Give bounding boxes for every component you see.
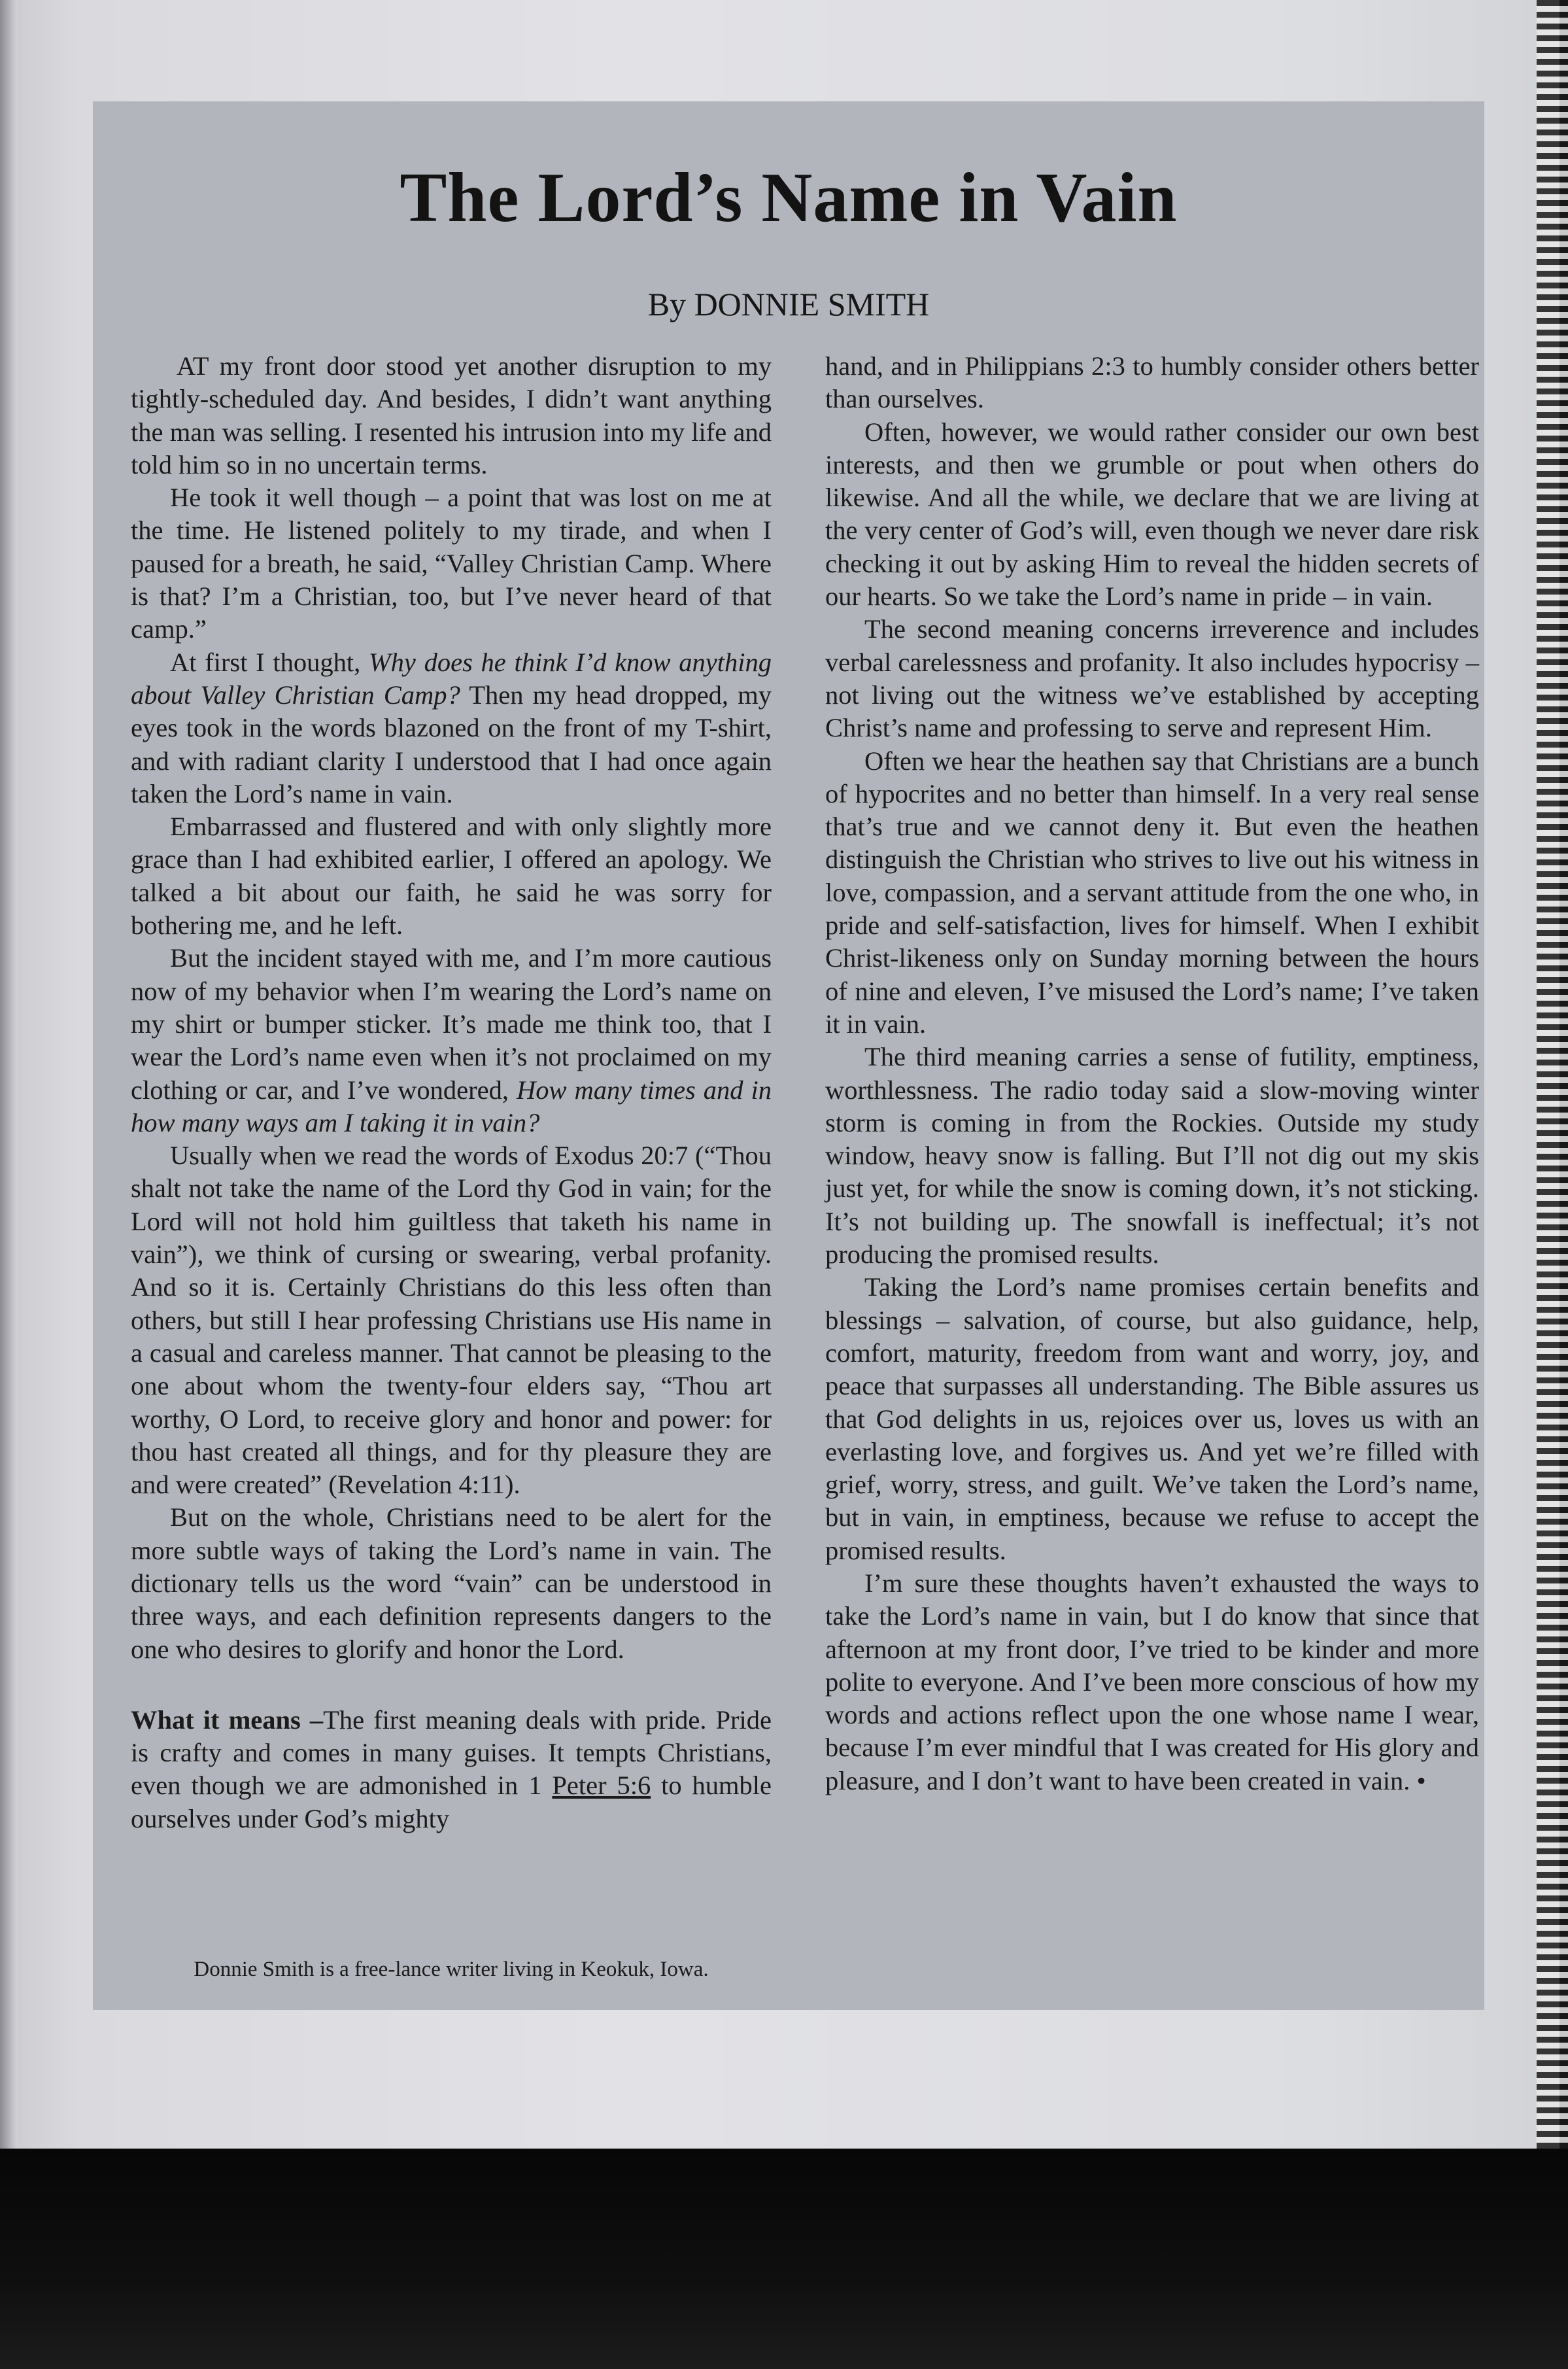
paragraph: Taking the Lord’s name promises certain benefits and blessings – salvation, of course, but also guidance, help, comfort, maturity, freedom from want and worry, joy, and peace that surpasses all understanding. The Bible assures us that God delights in us, rejoices over us, loves us with an everlasting love, and forgives us. And yet we’re filled with grief, worry, stress, and guilt. We’ve taken the Lord’s name, but in vain, in emptiness, because we refuse to accept the promised results.	[825, 1272, 1479, 1565]
italic-question: How many times and in how many ways am I taking it in vain?	[131, 1075, 772, 1137]
text-run: At first I thought,	[170, 647, 361, 677]
text-run: to humble ourselves under God’s mighty	[131, 1771, 772, 1833]
paragraph: Often, however, we would rather consider our own best interests, and then we grumble or pout when others do likewise. And all the while, we declare that we are living at the very center of God’s will, even though we never dare risk checking it out by asking Him to reveal the hidden secrets of our hearts. So we take the Lord’s name in pride – in vain.	[825, 417, 1479, 612]
paragraph: AT my front door stood yet another disruption to my tightly-scheduled day. And besides, I didn’t want anything the man was selling. I resented his intrusion into my life and told him so in no uncertain terms.	[131, 351, 772, 479]
page-edges	[1537, 0, 1568, 2149]
italic-thought: Why does he think I’d know anything about Valley Christian Camp?	[131, 647, 772, 710]
end-mark: •	[1416, 1765, 1426, 1795]
paragraph	[131, 646, 772, 810]
paragraph: Often we hear the heathen say that Christians are a bunch of hypocrites and no better than himself. In a very real sense that’s true and we cannot deny it. But even the heathen distinguish the Christian who strives to live out his witness in love, compassion, and a servant attitude from the one who, in pride and self-satisfaction, lives for himself. When I exhibit Christ-likeness only on Sunday morning between the hours of nine and eleven, I’ve misused the Lord’s name; I’ve taken it in vain.	[825, 746, 1479, 1039]
section-paragraph	[131, 1704, 772, 1835]
paragraph: Embarrassed and flustered and with only slightly more grace than I had exhibited earlier, I offered an apology. We talked a bit about our faith, he said he was sorry for bothering me, and he left.	[131, 812, 772, 941]
binding-shadow	[0, 0, 17, 2149]
dark-background	[0, 2149, 1568, 2369]
text-run: Then my head dropped, my eyes took in the words blazoned on the front of my T-shirt, and with radiant clarity I understood that I had once again taken the Lord’s name in vain.	[131, 680, 772, 808]
paragraph: Usually when we read the words of Exodus 20:7 (“Thou shalt not take the name of the Lord thy God in vain; for the Lord will not hold him guiltless that taketh his name in vain”), we think of cursing or swearing, verbal profanity. And so it is. Certainly Christians do this less often than others, but still I hear professing Christians use His name in a casual and careless manner. That cannot be pleasing to the one about whom the twenty-four elders say, “Thou art worthy, O Lord, to receive glory and honor and power: for thou hast created all things, and for thy pleasure they are and were created” (Revelation 4:11).	[131, 1141, 772, 1500]
paragraph: hand, and in Philippians 2:3 to humbly consider others better than ourselves.	[825, 351, 1479, 414]
paragraph	[825, 1567, 1479, 1797]
text-run: The first meaning deals with pride. Pride is crafty and comes in many guises. It tempts Christians, even though we are admonished in 1	[131, 1704, 772, 1801]
paragraph	[131, 942, 772, 1139]
paragraph: The second meaning concerns irreverence and includes verbal carelessness and profanity. It also includes hypocrisy – not living out the witness we’ve established by accepting Christ’s name and professing to serve and represent Him.	[825, 614, 1479, 743]
author-bio: Donnie Smith is a free-lance writer living in Keokuk, Iowa.	[194, 1958, 709, 1981]
paragraph: He took it well though – a point that was lost on me at the time. He listened politely to my tirade, and when I paused for a breath, he said, “Valley Christian Camp. Where is that? I’m a Christian, too, but I’ve never heard of that camp.”	[131, 483, 772, 644]
article-title: The Lord’s Name in Vain	[400, 159, 1178, 237]
left-column	[131, 350, 772, 1835]
right-column	[825, 350, 1479, 1797]
article-byline: By DONNIE SMITH	[647, 286, 930, 322]
text-run: But the incident stayed with me, and I’m more cautious now of my behavior when I’m wearing the Lord’s name on my shirt or bumper sticker. It’s made me think too, that I wear the Lord’s name even when it’s not proclaimed on my clothing or car, and I’ve wondered,	[131, 943, 772, 1105]
section-heading: What it means –	[131, 1704, 324, 1735]
scripture-reference: Peter 5:6	[552, 1771, 651, 1801]
paragraph: But on the whole, Christians need to be alert for the more subtle ways of taking the Lord’s name in vain. The dictionary tells us the word “vain” can be understood in three ways, and each definition represents dangers to the one who desires to glorify and honor the Lord.	[131, 1502, 772, 1664]
text-run: I’m sure these thoughts haven’t exhausted the ways to take the Lord’s name in vain, but I do know that since that afternoon at my front door, I’ve tried to be kinder and more polite to everyone. And I’ve been more conscious of how my words and actions reflect upon the one whose name I wear, because I’m ever mindful that I was created for His glory and pleasure, and I don’t want to have been created in vain.	[825, 1568, 1479, 1795]
paragraph: The third meaning carries a sense of futility, emptiness, worthlessness. The radio today said a slow-moving winter storm is coming in from the Rockies. Outside my study window, heavy snow is falling. But I’ll not dig out my skis just yet, for while the snow is coming down, it’s not sticking. It’s not building up. The snowfall is ineffectual; it’s not producing the promised results.	[825, 1042, 1479, 1270]
